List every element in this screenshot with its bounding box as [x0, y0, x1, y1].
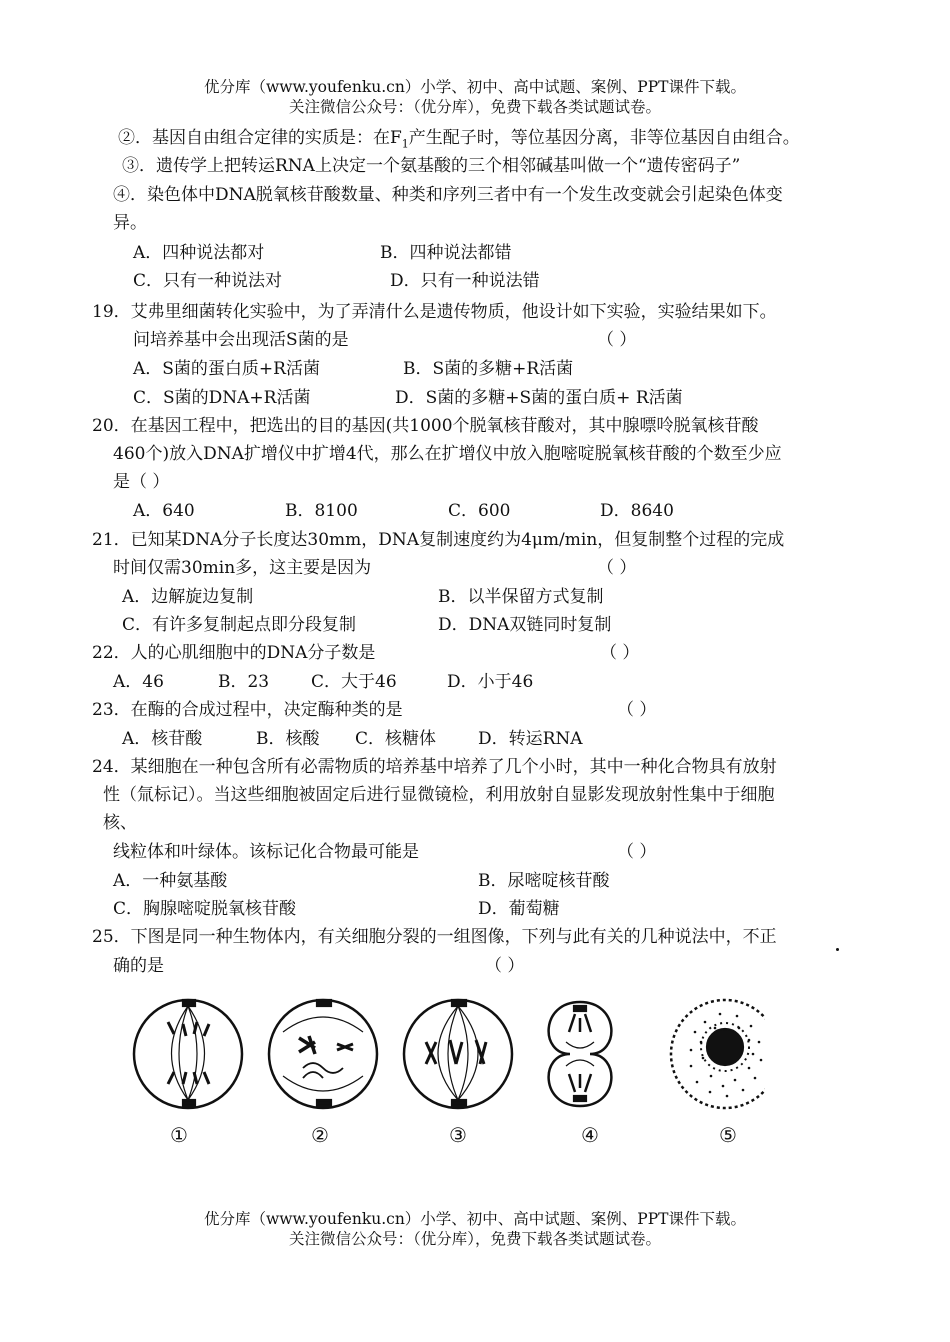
figure-label-5: ⑤	[719, 1123, 737, 1147]
cell-1-anaphase	[134, 1000, 242, 1108]
q20-option-b[interactable]: B．8100	[285, 501, 358, 521]
cell-division-diagram	[125, 992, 765, 1157]
q20-option-d[interactable]: D．8640	[600, 501, 674, 521]
q19-option-a[interactable]: A．S菌的蛋白质+R活菌	[133, 359, 320, 379]
q22-option-b[interactable]: B．23	[218, 672, 270, 692]
q24-stem-line-3: 核、	[103, 813, 137, 833]
cell-2-metaphase-i	[269, 1000, 377, 1108]
q19-option-b[interactable]: B．S菌的多糖+R活菌	[403, 359, 574, 379]
q24-stem-line-2: 性（氚标记）。当这些细胞被固定后进行显微镜检，利用放射自显影发现放射性集中于细胞	[103, 785, 775, 805]
figure-label-1: ①	[170, 1123, 188, 1147]
q18-option-c[interactable]: C．只有一种说法对	[133, 271, 283, 291]
q24-option-c[interactable]: C．胸腺嘧啶脱氧核苷酸	[113, 899, 297, 919]
q24-option-d[interactable]: D．葡萄糖	[478, 899, 560, 919]
q21-option-a[interactable]: A．边解旋边复制	[122, 587, 254, 607]
q21-answer-blank[interactable]: （ ）	[597, 558, 637, 578]
footer-line-1: 优分库（www.youfenku.cn）小学、初中、高中试题、案例、PPT课件下载。	[203, 1210, 747, 1228]
q19-stem-line-2: 问培养基中会出现活S菌的是	[133, 330, 349, 350]
q19-option-c[interactable]: C．S菌的DNA+R活菌	[133, 388, 311, 408]
q18-option-d[interactable]: D．只有一种说法错	[390, 271, 540, 291]
q22-option-a[interactable]: A．46	[113, 672, 164, 692]
q23-option-a[interactable]: A．核苷酸	[122, 729, 203, 749]
q18-statement-4a: ④．染色体中DNA脱氧核苷酸数量、种类和序列三者中有一个发生改变就会引起染色体变	[113, 185, 783, 205]
q23-option-c[interactable]: C．核糖体	[355, 729, 437, 749]
header-line-1: 优分库（www.youfenku.cn）小学、初中、高中试题、案例、PPT课件下载。	[203, 78, 747, 96]
q21-stem-line-1: 21．已知某DNA分子长度达30mm，DNA复制速度约为4μm/min，但复制整个过程的完成	[92, 530, 785, 550]
q20-stem-line-1: 20．在基因工程中，把选出的目的基因(共1000个脱氧核苷酸对，其中腺嘌呤脱氧核苷酸	[92, 416, 759, 436]
q19-answer-blank[interactable]: （ ）	[597, 330, 637, 350]
q22-answer-blank[interactable]: （ ）	[600, 643, 640, 663]
cell-4-telophase	[549, 1002, 612, 1106]
q24-option-a[interactable]: A．一种氨基酸	[113, 871, 228, 891]
header-line-2: 关注微信公众号：（优分库），免费下载各类试题试卷。	[288, 98, 661, 116]
cell-division-figures	[125, 992, 765, 1157]
q20-stem-line-2: 460个)放入DNA扩增仪中扩增4代，那么在扩增仪中放入胞嘧啶脱氧核苷酸的个数至少应	[113, 444, 782, 464]
footer-line-2: 关注微信公众号：（优分库），免费下载各类试题试卷。	[288, 1230, 661, 1248]
figure-label-4: ④	[581, 1123, 599, 1147]
q22-option-d[interactable]: D．小于46	[447, 672, 534, 692]
q24-stem-line-1: 24．某细胞在一种包含所有必需物质的培养基中培养了几个小时，其中一种化合物具有放射	[92, 757, 777, 777]
q24-option-b[interactable]: B．尿嘧啶核苷酸	[478, 871, 610, 891]
q25-answer-blank[interactable]: （ ）	[485, 956, 525, 976]
q20-option-a[interactable]: A．640	[133, 501, 195, 521]
q21-option-b[interactable]: B．以半保留方式复制	[438, 587, 604, 607]
q20-stem-line-3: 是（ ）	[113, 472, 170, 492]
q25-stem-line-1: 25．下图是同一种生物体内，有关细胞分裂的一组图像，下列与此有关的几种说法中，不正	[92, 927, 777, 947]
q23-option-d[interactable]: D．转运RNA	[478, 729, 583, 749]
q19-stem-line-1: 19．艾弗里细菌转化实验中，为了弄清什么是遗传物质，他设计如下实验，实验结果如下。	[92, 302, 777, 322]
q18-option-a[interactable]: A．四种说法都对	[133, 243, 265, 263]
q21-stem-line-2: 时间仅需30min多，这主要是因为	[113, 558, 372, 578]
figure-label-3: ③	[449, 1123, 467, 1147]
q22-option-c[interactable]: C．大于46	[311, 672, 397, 692]
q18-statement-2: ②．基因自由组合定律的实质是：在$F_1$产生配子时，等位基因分离，非等位基因自由组合。	[118, 128, 800, 151]
q22-stem: 22．人的心肌细胞中的DNA分子数是	[92, 643, 376, 663]
q25-stem-line-2: 确的是	[113, 956, 164, 976]
q23-stem: 23．在酶的合成过程中，决定酶种类的是	[92, 700, 403, 720]
q24-answer-blank[interactable]: （ ）	[617, 842, 657, 862]
q23-option-b[interactable]: B．核酸	[256, 729, 320, 749]
figure-label-2: ②	[311, 1123, 329, 1147]
q21-option-d[interactable]: D．DNA双链同时复制	[438, 615, 612, 635]
q18-option-b[interactable]: B．四种说法都错	[380, 243, 512, 263]
emphasis-dot	[836, 948, 839, 951]
cell-3-metaphase	[404, 1000, 512, 1108]
q18-statement-4b: 异。	[113, 213, 147, 233]
q19-option-d[interactable]: D．S菌的多糖+S菌的蛋白质+ R活菌	[395, 388, 683, 408]
q23-answer-blank[interactable]: （ ）	[617, 700, 657, 720]
cell-5-interphase	[671, 1000, 765, 1108]
q21-option-c[interactable]: C．有许多复制起点即分段复制	[122, 615, 357, 635]
q24-stem-line-4: 线粒体和叶绿体。该标记化合物最可能是	[113, 842, 419, 862]
q18-statement-3: ③．遗传学上把转运RNA上决定一个氨基酸的三个相邻碱基叫做一个“遗传密码子”	[122, 156, 741, 176]
q20-option-c[interactable]: C．600	[448, 501, 511, 521]
